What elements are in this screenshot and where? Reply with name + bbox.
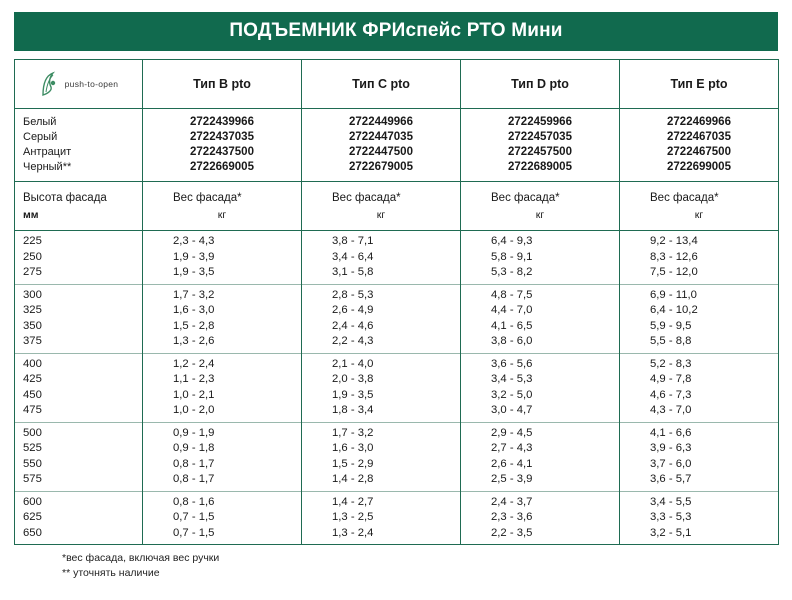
article-number: 2722447035 [349, 131, 413, 143]
weight-range: 2,1 - 4,0 [332, 357, 374, 370]
weight-range: 4,1 - 6,5 [491, 319, 533, 332]
page-title: ПОДЪЕМНИК ФРИспейс РТО Мини [14, 12, 778, 51]
weight-group [143, 422, 301, 491]
weight-range: 2,6 - 4,1 [491, 457, 533, 470]
facade-height-header [15, 182, 143, 231]
height-value: 475 [23, 404, 42, 416]
weight-range: 1,4 - 2,8 [332, 473, 374, 485]
weight-range: 6,9 - 11,0 [650, 288, 697, 301]
weight-range: 1,9 - 3,9 [173, 250, 215, 263]
weight-range: 3,6 - 5,6 [491, 357, 533, 370]
weight-range: 3,4 - 6,4 [332, 250, 374, 263]
weight-range: 2,3 - 3,6 [491, 511, 533, 523]
weight-range: 1,7 - 3,2 [332, 426, 374, 439]
weight-range: 6,4 - 10,2 [650, 304, 698, 316]
weight-range: 1,6 - 3,0 [332, 442, 374, 454]
weight-range: 4,9 - 7,8 [650, 373, 692, 385]
facade-height-label: Высота фасада [23, 192, 107, 204]
weights-column-c [302, 231, 461, 545]
weight-range: 1,5 - 2,9 [332, 457, 374, 470]
article-number: 2722459966 [508, 116, 572, 128]
article-color-label: Белый [23, 116, 57, 128]
article-number: 2722689005 [508, 161, 572, 173]
weight-range: 1,0 - 2,0 [173, 404, 215, 416]
column-header-e: Тип E pto [620, 60, 779, 109]
weight-range: 2,2 - 4,3 [332, 335, 374, 347]
article-number: 2722699005 [667, 161, 731, 173]
facade-weight-unit: кг [376, 209, 386, 221]
brand-logo-cell [15, 60, 143, 109]
column-header-b: Тип B pto [143, 60, 302, 109]
article-number: 2722679005 [349, 161, 413, 173]
weight-range: 3,4 - 5,3 [491, 373, 533, 385]
weight-group [302, 491, 460, 545]
weight-group [143, 231, 301, 284]
article-color-label: Черный** [23, 161, 72, 173]
article-numbers-e [620, 109, 779, 182]
article-number: 2722439966 [190, 116, 254, 128]
weight-range: 2,4 - 3,7 [491, 495, 533, 508]
article-number: 2722437500 [190, 146, 254, 158]
weight-range: 1,0 - 2,1 [173, 388, 215, 401]
weights-column-b [143, 231, 302, 545]
height-value: 275 [23, 266, 42, 278]
weights-column-e [620, 231, 779, 545]
facade-weight-header-c [302, 182, 461, 231]
article-number: 2722437035 [190, 131, 254, 143]
article-number: 2722469966 [667, 116, 731, 128]
weight-range: 1,1 - 2,3 [173, 373, 215, 385]
height-value: 250 [23, 250, 42, 263]
weight-range: 5,3 - 8,2 [491, 266, 533, 278]
height-value: 400 [23, 357, 42, 370]
article-number: 2722467035 [667, 131, 731, 143]
weight-group [302, 353, 460, 422]
weight-range: 3,9 - 6,3 [650, 442, 692, 454]
weight-range: 4,4 - 7,0 [491, 304, 533, 316]
weight-range: 1,9 - 3,5 [173, 266, 215, 278]
weight-range: 8,3 - 12,6 [650, 250, 698, 263]
weight-range: 0,9 - 1,8 [173, 442, 215, 454]
weight-range: 6,4 - 9,3 [491, 235, 533, 247]
weight-range: 2,7 - 4,3 [491, 442, 533, 454]
weight-group [461, 353, 619, 422]
height-value: 300 [23, 288, 42, 301]
weight-range: 3,7 - 6,0 [650, 457, 692, 470]
weight-range: 0,8 - 1,7 [173, 457, 215, 470]
weight-range: 0,8 - 1,6 [173, 495, 215, 508]
push-to-open-logo-icon [39, 71, 61, 97]
weight-group [143, 284, 301, 353]
facade-weight-header-e [620, 182, 779, 231]
height-value: 350 [23, 319, 42, 332]
weights-column-d [461, 231, 620, 545]
weight-group [620, 231, 778, 284]
height-group [15, 284, 142, 353]
height-value: 425 [23, 373, 42, 385]
height-value: 600 [23, 495, 42, 508]
weight-range: 1,9 - 3,5 [332, 388, 374, 401]
weight-range: 5,8 - 9,1 [491, 250, 533, 263]
footnotes [14, 551, 778, 581]
weight-range: 2,9 - 4,5 [491, 426, 533, 439]
weight-range: 4,1 - 6,6 [650, 426, 692, 439]
weight-range: 3,2 - 5,0 [491, 388, 533, 401]
article-color-label: Серый [23, 131, 58, 143]
weight-group [143, 491, 301, 545]
article-number: 2722467500 [667, 146, 731, 158]
weight-group [302, 284, 460, 353]
article-number: 2722669005 [190, 161, 254, 173]
article-numbers-b [143, 109, 302, 182]
article-numbers-d [461, 109, 620, 182]
weight-range: 7,5 - 12,0 [650, 266, 698, 278]
weight-range: 3,2 - 5,1 [650, 526, 692, 539]
weight-group [461, 231, 619, 284]
weight-range: 2,6 - 4,9 [332, 304, 374, 316]
weight-range: 1,3 - 2,4 [332, 526, 374, 539]
weight-range: 3,4 - 5,5 [650, 495, 692, 508]
subheader-row [15, 182, 779, 231]
article-number: 2722457035 [508, 131, 572, 143]
weight-range: 1,5 - 2,8 [173, 319, 215, 332]
weight-range: 1,2 - 2,4 [173, 357, 215, 370]
height-group [15, 491, 142, 545]
facade-weight-label: Вес фасада* [491, 192, 560, 204]
article-numbers-c [302, 109, 461, 182]
article-number: 2722449966 [349, 116, 413, 128]
table-data-row [15, 231, 779, 545]
facade-weight-header-d [461, 182, 620, 231]
height-value: 325 [23, 304, 42, 316]
weight-group [461, 422, 619, 491]
facade-weight-label: Вес фасада* [650, 192, 719, 204]
height-value: 625 [23, 511, 42, 523]
facade-weight-label: Вес фасада* [173, 192, 242, 204]
height-group [15, 422, 142, 491]
weight-range: 9,2 - 13,4 [650, 235, 698, 247]
weight-group [620, 422, 778, 491]
weight-range: 0,7 - 1,5 [173, 511, 215, 523]
weight-range: 2,5 - 3,9 [491, 473, 533, 485]
weight-range: 0,9 - 1,9 [173, 426, 215, 439]
weight-range: 2,2 - 3,5 [491, 526, 533, 539]
weight-range: 2,3 - 4,3 [173, 235, 215, 247]
weight-range: 1,6 - 3,0 [173, 304, 215, 316]
weight-range: 3,0 - 4,7 [491, 404, 533, 416]
facade-weight-unit: кг [694, 209, 704, 221]
weight-range: 3,8 - 7,1 [332, 235, 374, 247]
heights-column [15, 231, 143, 545]
weight-range: 3,1 - 5,8 [332, 266, 374, 278]
specification-table [14, 59, 779, 545]
height-value: 450 [23, 388, 42, 401]
facade-weight-unit: кг [535, 209, 545, 221]
weight-range: 4,8 - 7,5 [491, 288, 533, 301]
footnote-availability: ** уточнять наличие [62, 567, 160, 579]
height-value: 375 [23, 335, 42, 347]
weight-range: 3,6 - 5,7 [650, 473, 692, 485]
height-value: 525 [23, 442, 42, 454]
brand-logo-text: push-to-open [64, 78, 119, 89]
facade-height-unit: мм [23, 209, 39, 221]
weight-range: 1,3 - 2,6 [173, 335, 215, 347]
facade-weight-label: Вес фасада* [332, 192, 401, 204]
weight-range: 3,3 - 5,3 [650, 511, 692, 523]
weight-group [620, 491, 778, 545]
height-value: 650 [23, 526, 42, 539]
height-group [15, 231, 142, 284]
weight-range: 1,3 - 2,5 [332, 511, 374, 523]
weight-group [143, 353, 301, 422]
column-header-d: Тип D pto [461, 60, 620, 109]
weight-group [461, 284, 619, 353]
weight-range: 2,4 - 4,6 [332, 319, 374, 332]
weight-group [461, 491, 619, 545]
weight-group [302, 422, 460, 491]
facade-weight-header-b [143, 182, 302, 231]
article-number: 2722447500 [349, 146, 413, 158]
weight-range: 4,3 - 7,0 [650, 404, 692, 416]
height-value: 225 [23, 235, 42, 247]
weight-range: 5,2 - 8,3 [650, 357, 692, 370]
column-header-c: Тип C pto [302, 60, 461, 109]
article-numbers-row [15, 109, 779, 182]
facade-weight-unit: кг [217, 209, 227, 221]
weight-range: 2,8 - 5,3 [332, 288, 374, 301]
weight-range: 2,0 - 3,8 [332, 373, 374, 385]
footnote-weight: *вес фасада, включая вес ручки [62, 552, 220, 564]
height-value: 550 [23, 457, 42, 470]
height-value: 500 [23, 426, 42, 439]
table-header-row [15, 60, 779, 109]
weight-group [302, 231, 460, 284]
weight-range: 1,7 - 3,2 [173, 288, 215, 301]
weight-group [620, 353, 778, 422]
weight-range: 4,6 - 7,3 [650, 388, 692, 401]
weight-range: 5,9 - 9,5 [650, 319, 692, 332]
weight-range: 5,5 - 8,8 [650, 335, 692, 347]
article-number: 2722457500 [508, 146, 572, 158]
weight-range: 0,7 - 1,5 [173, 526, 215, 539]
weight-range: 1,8 - 3,4 [332, 404, 374, 416]
height-group [15, 353, 142, 422]
weight-range: 0,8 - 1,7 [173, 473, 215, 485]
article-colors-cell [15, 109, 143, 182]
weight-range: 1,4 - 2,7 [332, 495, 374, 508]
weight-group [620, 284, 778, 353]
weight-range: 3,8 - 6,0 [491, 335, 533, 347]
article-color-label: Антрацит [23, 146, 72, 158]
height-value: 575 [23, 473, 42, 485]
